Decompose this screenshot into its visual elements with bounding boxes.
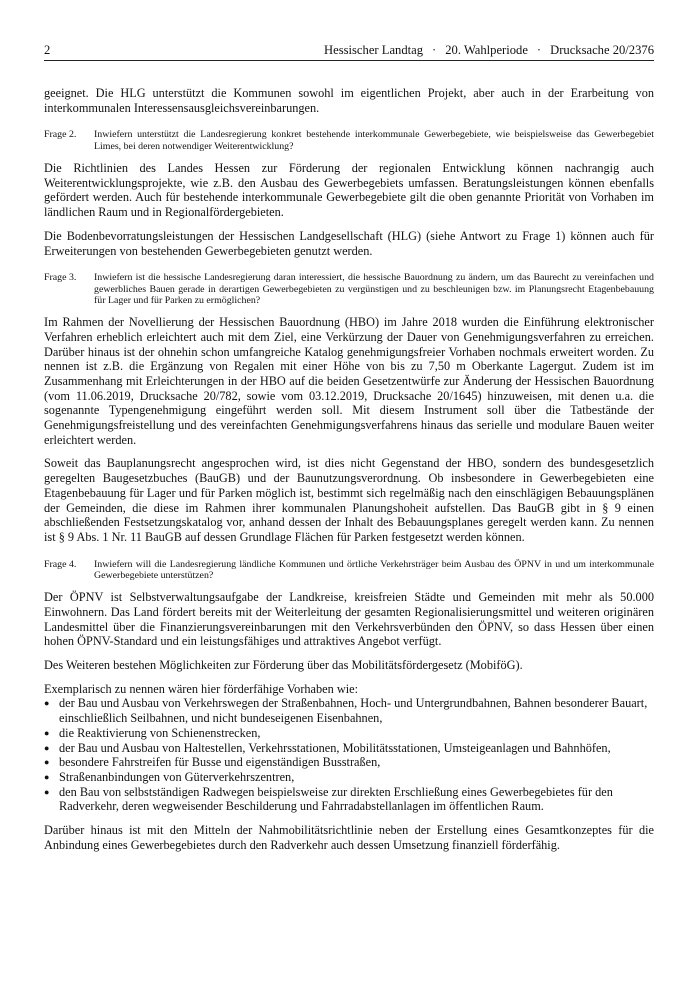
header-meta (324, 42, 654, 58)
answer-4-paragraph: Exemplarisch zu nennen wären hier förderfähige Vorhaben wie: (44, 681, 359, 696)
list-item: ● Straßenanbindungen von Güterverkehrszentren, (44, 769, 295, 784)
header-rule (44, 60, 654, 61)
bullet-icon: ● (44, 727, 50, 738)
funding-list (44, 696, 654, 814)
bullet-icon: ● (44, 742, 50, 753)
answer-4-paragraph: Des Weiteren bestehen Möglichkeiten zur Förderung über das Mobilitätsfördergesetz (MobiföG). (44, 658, 523, 673)
answer-3-paragraph: Soweit das Bauplanungsrecht angesprochen wird, ist dies nicht Gegenstand der HBO, sondern des bundesgesetzlich geregelten Baugesetzbuches (BauGB) und der Baunutzungsverordnung. Ob insbesondere in Gewerbegebieten eine Etagenbebauung für Lager und für Parken möglich ist, bestimmt sich regelmäßig nach den einschlägigen Bebauungsplänen der Gemeinden, die diese im Rahmen ihrer kommunalen Planungshoheit aufstellen. Das BauGB gibt in § 9 einen abschließenden Festsetzungskatalog vor, anhand dessen der Inhalt des Bebauungsplanes geregelt werden kann. Zu nennen ist § 9 Abs. 1 Nr. 11 BauGB auf dessen Grundlage Flächen für Parken festgesetzt werden können. (44, 456, 654, 544)
question-label: Frage 4. (44, 558, 77, 570)
document-body (44, 86, 654, 853)
bullet-icon: ● (44, 786, 50, 797)
bullet-icon: ● (44, 771, 50, 782)
question-3 (44, 272, 654, 306)
page-number: 2 (44, 43, 51, 57)
list-item: ● den Bau von selbstständigen Radwegen beispielsweise zur direkten Erschließung eines Gewerbegebietes für den Radverkehr, deren wegweisender Beschilderung und Fahrradabstellanlagen im öffentlichen Raum. (44, 784, 613, 814)
answer-2-paragraph: Die Bodenbevorratungsleistungen der Hessischen Landgesellschaft (HLG) (siehe Antwort zu Frage 1) können auch für Erweiterungen von bestehenden Gewerbegebieten genutzt werden. (44, 228, 654, 258)
question-text: Inwiefern will die Landesregierung ländliche Kommunen und örtliche Verkehrsträger beim Ausbau des ÖPNV in und um interkommunale Gewerbegebiete unterstützen? (94, 558, 654, 581)
question-label: Frage 2. (44, 129, 77, 141)
answer-2-paragraph: Die Richtlinien des Landes Hessen zur Förderung der regionalen Entwicklung können nachrangig auch Weiterentwicklungsprojekte, wie z.B. den Ausbau des Gewerbegebiets umfassen. Beratungsleistungen können ebenfalls gefördert werden. Auch für bestehende interkommunale Gewerbegebiete gilt die oben genannte Priorität von Vorhaben im ländlichen Raum und in Regionalfördergebieten. (44, 161, 654, 220)
bullet-icon: ● (44, 698, 50, 709)
header-doc-ref: Drucksache 20/2376 (550, 43, 654, 57)
bullet-icon: ● (44, 757, 50, 768)
list-item: ● der Bau und Ausbau von Verkehrswegen der Straßenbahnen, Hoch- und Untergrundbahnen, Bahnen besonderer Bauart, einschließlich Seilbahnen, und nicht bundeseigenen Eisenbahnen, (44, 696, 648, 726)
question-text: Inwiefern unterstützt die Landesregierung konkret bestehende interkommunale Gewerbegebiete, wie beispielsweise das Gewerbegebiet Limes, bei deren notwendiger Weiterentwicklung? (94, 129, 654, 152)
list-item: ● der Bau und Ausbau von Haltestellen, Verkehrsstationen, Mobilitätsstationen, Umsteigeanlagen und Bahnhöfen, (44, 740, 611, 755)
question-4 (44, 559, 654, 582)
question-label: Frage 3. (44, 272, 77, 284)
header-separator: · (432, 43, 437, 57)
answer-3-paragraph: Im Rahmen der Novellierung der Hessischen Bauordnung (HBO) im Jahre 2018 wurden die Einführung elektronischer Verfahren erheblich erleichtert auch mit dem Ziel, eine Verkürzung der Dauer von Genehmigungsverfahren zu erreichen. Darüber hinaus ist der ohnehin schon umfangreiche Katalog genehmigungsfreier Vorhaben nochmals erweitert worden. Zu nennen ist z.B. die Ergänzung von Regalen mit einer Höhe von bis zu 7,50 m Oberkante Lagergut. Zudem ist im Zusammenhang mit Erleichterungen in der HBO auf die beiden Gesetzentwürfe zur Änderung der Hessischen Bauordnung (vom 11.06.2019, Drucksache 20/782, sowie vom 03.12.2019, Drucksache 20/1645) hinzuweisen, mit denen u.a. die sogenannte Typengenehmigung eingeführt werden soll. Mit diesem Instrument soll über die Tatbestände der Genehmigungsfreistellung und des vereinfachten Genehmigungsverfahrens hinaus das serielle und modulare Bauen weiter erleichtert werden. (44, 315, 654, 447)
answer-4-paragraph: Der ÖPNV ist Selbstverwaltungsaufgabe der Landkreise, kreisfreien Städte und Gemeinden mit mehr als 50.000 Einwohnern. Das Land fördert bereits mit der Weiterleitung der gesamten Regionalisierungsmittel und weiteren originären Landesmittel über die Finanzierungsvereinbarungen mit den Verkehrsverbünden den ÖPNV, so dass Hessen über einen hohen ÖPNV-Standard und ein leistungsfähiges und attraktives Angebot verfügt. (44, 590, 654, 649)
answer-1-continuation: geeignet. Die HLG unterstützt die Kommunen sowohl im eigentlichen Projekt, aber auch in der Erarbeitung von interkommunalen Interessensausgleichsvereinbarungen. (44, 86, 654, 115)
question-text: Inwiefern ist die hessische Landesregierung daran interessiert, die hessische Bauordnung zu ändern, um das Baurecht zu vereinfachen und gewerbliches Bauen gerade in derartigen Gewerbegebieten zu vergünstigen und zu beschleunigen bzw. im Planungsrecht Etagenbebauung für Lager und für Parken zu ermöglichen? (94, 272, 654, 306)
list-item: ● die Reaktivierung von Schienenstrecken, (44, 725, 261, 740)
header-term: 20. Wahlperiode (445, 43, 528, 57)
header-separator: · (536, 43, 542, 57)
header-publisher: Hessischer Landtag (324, 43, 424, 57)
list-item: ● besondere Fahrstreifen für Busse und eigenständigen Busstraßen, (44, 755, 381, 770)
question-2 (44, 129, 654, 152)
running-header (44, 42, 654, 58)
answer-4-paragraph: Darüber hinaus ist mit den Mitteln der Nahmobilitätsrichtlinie neben der Erstellung eines Gesamtkonzeptes für die Anbindung eines Gewerbegebietes durch den Radverkehr auch dessen Umsetzung finanziell förderfähig. (44, 823, 654, 852)
